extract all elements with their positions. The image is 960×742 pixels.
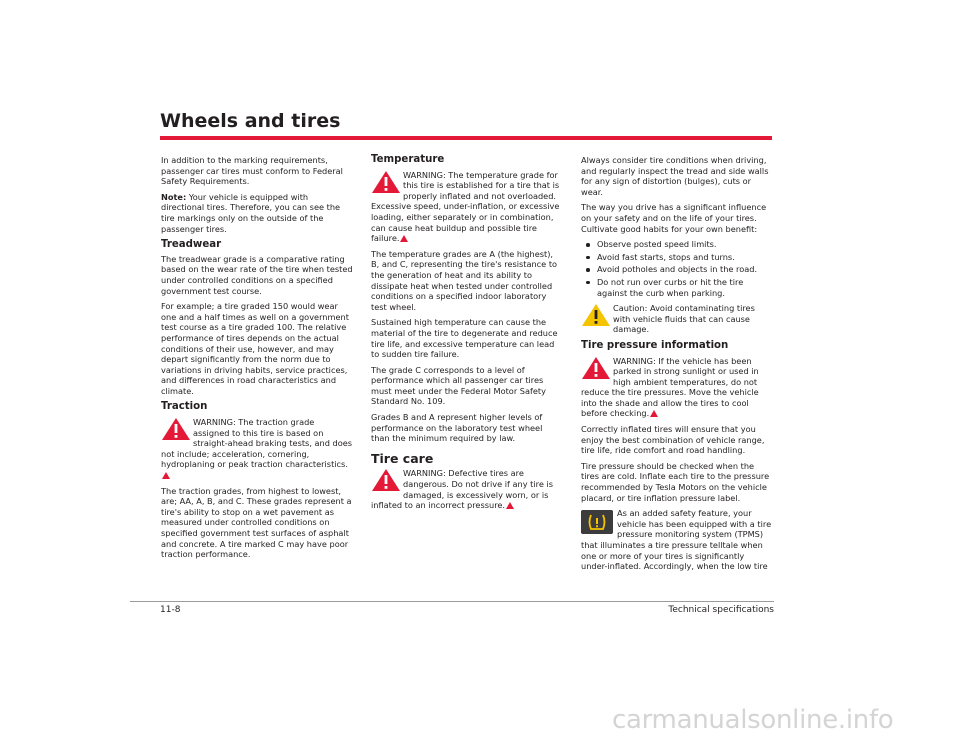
conditions-paragraph: Always consider tire conditions when driving, and regularly inspect the tread and side walls for any sign of distortion (bulges), cuts or wear. [581,155,769,197]
tire-care-warning-text: WARNING: Defective tires are dangerous. Do not drive if any tire is damaged, is excessively worn, or is inflated to an incorrect pressure. [371,468,554,511]
traction-heading: Traction [161,401,208,413]
warning-end-icon [162,472,170,479]
warning-end-icon [506,502,514,509]
warning-triangle-icon [371,468,401,492]
warning-triangle-icon [581,356,611,380]
column-3 [581,155,773,577]
note-paragraph [161,192,353,234]
page-title: Wheels and tires [160,110,341,132]
pressure-paragraph-3 [581,508,773,572]
note-text: Your vehicle is equipped with directional tires. Therefore, you can see the tire markings only on the outside of the passenger tires. [161,191,341,234]
caution-note [581,303,773,335]
warning-triangle-icon [161,417,191,441]
traction-warning-text: WARNING: The traction grade assigned to this tire is based on straight-ahead braking tests, and does not include; acceleration, cornering, hydroplaning or peak traction characteristics. [161,417,353,470]
column-2 [371,155,563,516]
pressure-paragraph-1: Correctly inflated tires will ensure that you enjoy the best combination of vehicle range, tire life, ride comfort and road handling. [581,424,765,456]
tire-pressure-warning [581,356,773,420]
caution-triangle-icon [581,303,611,327]
list-item: Do not run over curbs or hit the tire against the curb when parking. [581,277,773,298]
temperature-warning [371,170,563,244]
traction-warning [161,417,353,481]
pressure-paragraph-3-text: As an added safety feature, your vehicle has been equipped with a tire pressure monitoring system (TPMS) that illuminates a tire pressure telltale when one or more of your tires is significantly under-inflated. Accordingly, when the low tire [581,508,772,572]
note-label: Note: [161,191,187,202]
traction-paragraph: The traction grades, from highest to lowest, are; AA, A, B, and C. These grades represent a tire's ability to stop on a wet pavement as measured under controlled conditions on specified government test surfaces of asphalt and concrete. A tire marked C may have poor traction performance. [161,485,352,560]
treadwear-heading: Treadwear [161,239,222,251]
temperature-heading: Temperature [371,154,445,165]
watermark: carmanualsonline.info [612,705,894,735]
temperature-paragraph-2: Sustained high temperature can cause the material of the tire to degenerate and reduce tire life, and excessive temperature can lead to sudden tire failure. [371,317,558,360]
tire-pressure-heading: Tire pressure information [581,339,729,351]
tpms-telltale-icon [581,510,613,534]
footer-rule [130,601,774,602]
caution-text: Caution: Avoid contaminating tires with vehicle fluids that can cause damage. [613,303,755,335]
warning-triangle-icon [371,170,401,194]
section-name: Technical specifications [668,605,774,615]
column-1 [161,155,353,565]
temperature-paragraph-3: The grade C corresponds to a level of performance which all passenger car tires must meet under the Federal Motor Safety Standard No. 109. [371,364,546,407]
treadwear-paragraph-2: For example; a tire graded 150 would wear one and a half times as well on a government test course as a tire graded 100. The relative performance of tires depends on the actual conditions of their use, however, and may depart significantly from the norm due to variations in driving habits, service practices, and differences in road characteristics and climate. [161,301,349,396]
list-item: Avoid potholes and objects in the road. [581,264,773,275]
temperature-paragraph-4: Grades B and A represent higher levels of performance on the laboratory test wheel than the minimum required by law. [371,412,543,444]
page-number: 11-8 [160,605,181,615]
list-item: Avoid fast starts, stops and turns. [581,252,773,263]
driving-habits-paragraph: The way you drive has a significant influence on your safety and on the life of your tires. Cultivate good habits for your own benefit: [581,202,767,234]
tire-care-warning [371,468,563,510]
temperature-paragraph-1: The temperature grades are A (the highest), B, and C, representing the tire's resistance to the generation of heat and its ability to dissipate heat when tested under controlled conditions on a specified indoor laboratory test wheel. [371,248,558,312]
temperature-warning-text: WARNING: The temperature grade for this tire is established for a tire that is properly inflated and not overloaded. Excessive speed, under-inflation, or excessive loading, either separately or in combination, can cause heat buildup and possible tire failure. [371,169,560,244]
title-rule [160,136,772,140]
intro-paragraph: In addition to the marking requirements, passenger car tires must conform to Federal Safety Requirements. [161,155,343,187]
pressure-paragraph-2: Tire pressure should be checked when the tires are cold. Inflate each tire to the pressure recommended by Tesla Motors on the vehicle placard, or tire inflation pressure label. [581,460,770,503]
warning-end-icon [400,235,408,242]
list-item: Observe posted speed limits. [581,239,773,250]
tire-care-heading: Tire care [371,450,434,466]
habits-list [581,239,773,298]
warning-end-icon [650,410,658,417]
tire-pressure-warning-text: WARNING: If the vehicle has been parked in strong sunlight or used in high ambient temperatures, do not reduce the tire pressures. Move the vehicle into the shade and allow the tires to cool before checking. [581,355,759,419]
treadwear-paragraph-1: The treadwear grade is a comparative rating based on the wear rate of the tire when tested under controlled conditions on a specified government test course. [161,253,353,296]
